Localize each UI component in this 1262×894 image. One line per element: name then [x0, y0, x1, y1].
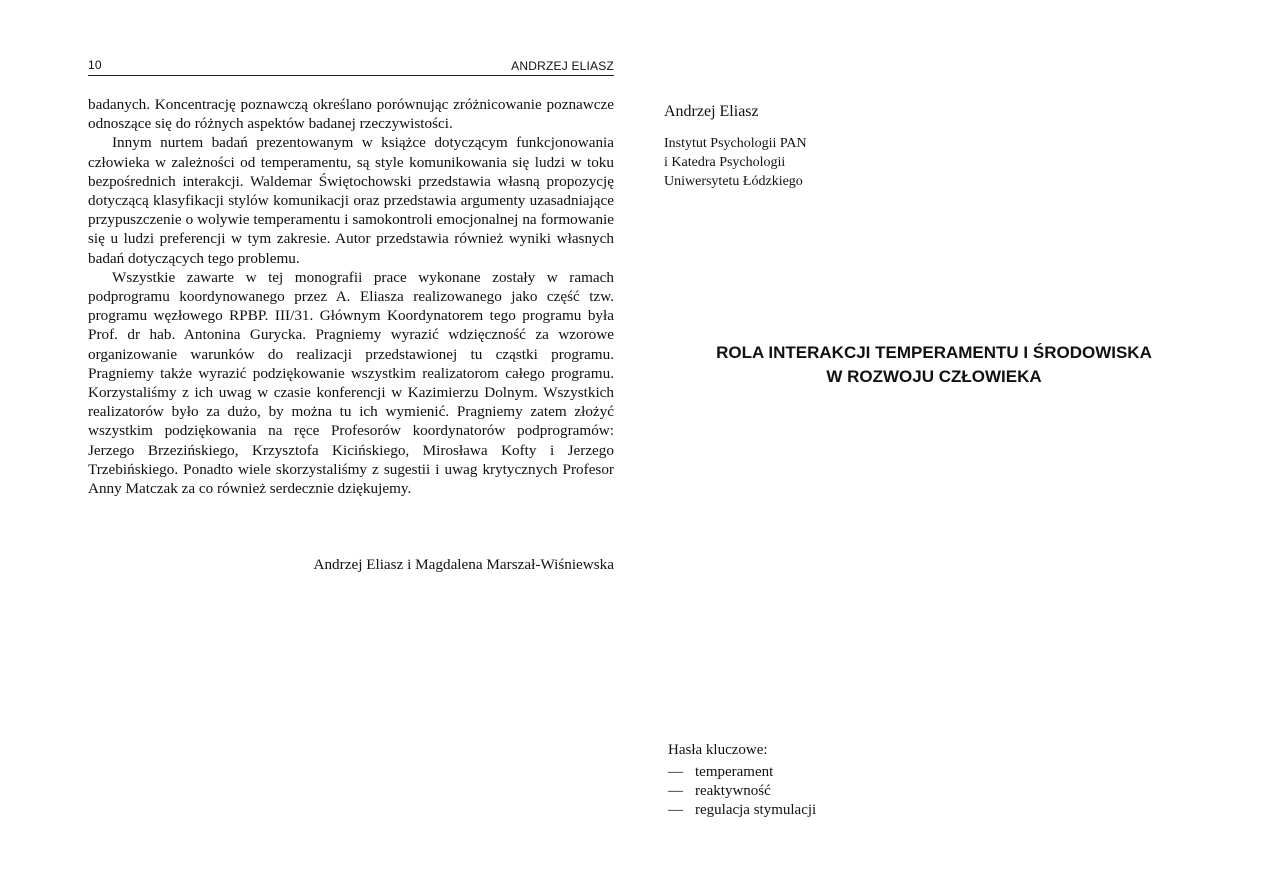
body-text — [88, 95, 614, 498]
header-rule — [88, 75, 614, 76]
affiliation-line: Uniwersytetu Łódzkiego — [664, 174, 803, 189]
affiliation-line: Instytut Psychologii PAN — [664, 136, 807, 151]
keyword-item — [668, 782, 816, 801]
preface-signature: Andrzej Eliasz i Magdalena Marszał-Wiśniewska — [313, 556, 614, 573]
title-line: ROLA INTERAKCJI TEMPERAMENTU I ŚRODOWISKA — [716, 343, 1152, 362]
keyword-text: temperament — [695, 764, 774, 780]
keywords-block — [668, 741, 816, 820]
author-affiliation — [664, 134, 807, 191]
article-author: Andrzej Eliasz — [664, 103, 759, 120]
paragraph: badanych. Koncentrację poznawczą określano porównując zróżnicowanie poznawcze odnoszące się do różnych aspektów badanej rzeczywistości. — [88, 96, 614, 133]
keyword-item — [668, 801, 816, 820]
right-page — [664, 55, 1224, 875]
running-head-author: ANDRZEJ ELIASZ — [511, 59, 614, 73]
paragraph: Innym nurtem badań prezentowanym w książce dotyczącym funkcjonowania człowieka w zależności od temperamentu, są style komunikowania się ludzi w toku bezpośrednich interakcji. Waldemar Świętochowski przedstawia własną propozycję dotyczącą klasyfikacji stylów komunikacji oraz przedstawia argumenty uzasadniające przypuszczenie o wolywie temperamentu i samokontroli emocjonalnej na formowanie się u ludzi preferencji w tym zakresie. Autor przedstawia również wyniki własnych badań dotyczących tego problemu. — [88, 134, 614, 267]
left-page — [88, 55, 614, 875]
paragraph: Wszystkie zawarte w tej monografii prace wykonane zostały w ramach podprogramu koordynowanego przez A. Eliasza realizowanego jako część tzw. programu węzłowego RPBP. III/31. Głównym Koordynatorem tego programu była Prof. dr hab. Antonina Gurycka. Pragniemy wyrazić wdzięczność za wzorowe organizowanie warunków do realizacji przedstawionej tu cząstki programu. Pragniemy także wyrazić podziękowanie wszystkim realizatorom całego programu. Korzystaliśmy z ich uwag w czasie konferencji w Kazimierzu Dolnym. Wszystkich realizatorów było za dużo, by można tu ich wymienić. Pragniemy zatem złożyć wszystkim podziękowania na ręce Profesorów koordynatorów podprogramów: Jerzego Brzezińskiego, Krzysztofa Kicińskiego, Mirosława Kofty i Jerzego Trzebińskiego. Ponadto wiele skorzystaliśmy z sugestii i uwag krytycznych Profesor Anny Matczak za co również serdecznie dziękujemy. — [88, 268, 614, 498]
keyword-item — [668, 763, 816, 782]
running-head — [88, 55, 614, 77]
page-number: 10 — [88, 58, 102, 72]
keyword-text: regulacja stymulacji — [695, 802, 817, 818]
keyword-text: reaktywność — [695, 783, 771, 799]
article-title — [664, 341, 1204, 389]
keyword-dash: — — [668, 764, 683, 780]
title-line: W ROZWOJU CZŁOWIEKA — [826, 367, 1042, 386]
keywords-label: Hasła kluczowe: — [668, 742, 768, 758]
keyword-dash: — — [668, 783, 683, 799]
affiliation-line: i Katedra Psychologii — [664, 155, 786, 170]
keyword-dash: — — [668, 802, 683, 818]
